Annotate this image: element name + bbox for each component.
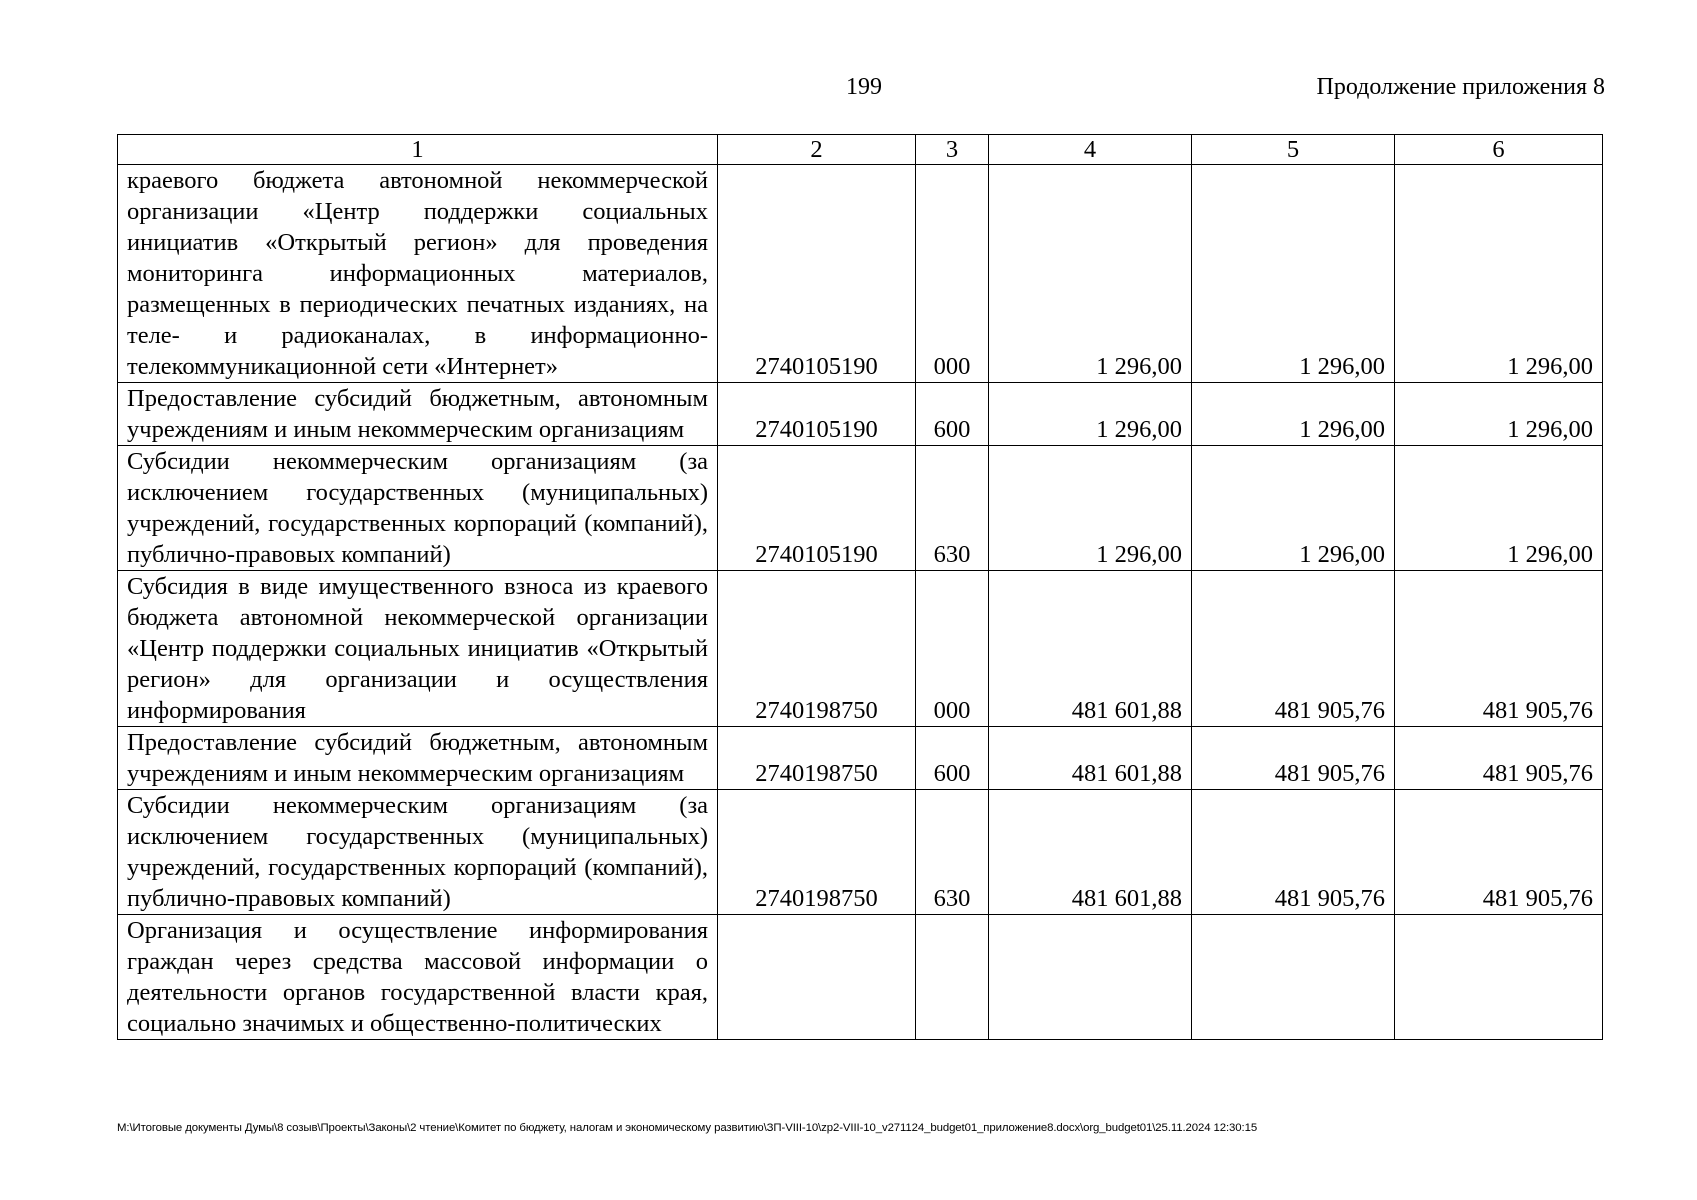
row-description: Субсидия в виде имущественного взноса из краевого бюджета автономной некоммерческой организации «Центр поддержки социальных инициатив «Открытый регион» для организации и осуществления информирования [118,571,718,727]
amount-col6: 1 296,00 [1395,165,1603,383]
amount-col6 [1395,915,1603,1040]
column-header: 6 [1395,135,1603,165]
target-article-code: 2740198750 [718,727,916,790]
row-description: краевого бюджета автономной некоммерческой организации «Центр поддержки социальных инициатив «Открытый регион» для проведения мониторинга информационных материалов, размещенных в периодических печатных изданиях, на теле- и радиоканалах, в информационно-телекоммуникационной сети «Интернет» [118,165,718,383]
column-header: 2 [718,135,916,165]
amount-col4: 481 601,88 [989,790,1192,915]
row-description: Предоставление субсидий бюджетным, автономным учреждениям и иным некоммерческим организациям [118,727,718,790]
target-article-code: 2740198750 [718,790,916,915]
amount-col4: 1 296,00 [989,446,1192,571]
table-row [118,727,1603,790]
expense-type-code: 000 [916,571,989,727]
amount-col6: 481 905,76 [1395,571,1603,727]
table-header-row [118,135,1603,165]
target-article-code: 2740198750 [718,571,916,727]
column-header: 3 [916,135,989,165]
target-article-code [718,915,916,1040]
amount-col4 [989,915,1192,1040]
row-description: Субсидии некоммерческим организациям (за исключением государственных (муниципальных) учреждений, государственных корпораций (компаний), публично-правовых компаний) [118,790,718,915]
amount-col6: 481 905,76 [1395,727,1603,790]
amount-col5: 481 905,76 [1192,571,1395,727]
table-row [118,790,1603,915]
amount-col5: 1 296,00 [1192,165,1395,383]
amount-col5: 481 905,76 [1192,790,1395,915]
appendix-continuation-note: Продолжение приложения 8 [1316,74,1605,100]
column-header: 1 [118,135,718,165]
expense-type-code [916,915,989,1040]
amount-col5: 1 296,00 [1192,383,1395,446]
table-row [118,915,1603,1040]
table-row [118,571,1603,727]
amount-col5: 481 905,76 [1192,727,1395,790]
amount-col4: 481 601,88 [989,727,1192,790]
amount-col6: 1 296,00 [1395,383,1603,446]
amount-col4: 1 296,00 [989,383,1192,446]
table-row [118,383,1603,446]
target-article-code: 2740105190 [718,165,916,383]
row-description: Предоставление субсидий бюджетным, автономным учреждениям и иным некоммерческим организациям [118,383,718,446]
table-row [118,446,1603,571]
table-row [118,165,1603,383]
amount-col5: 1 296,00 [1192,446,1395,571]
budget-table [117,134,1603,1040]
amount-col4: 1 296,00 [989,165,1192,383]
amount-col4: 481 601,88 [989,571,1192,727]
expense-type-code: 600 [916,727,989,790]
amount-col6: 1 296,00 [1395,446,1603,571]
target-article-code: 2740105190 [718,383,916,446]
target-article-code: 2740105190 [718,446,916,571]
row-description: Субсидии некоммерческим организациям (за исключением государственных (муниципальных) учреждений, государственных корпораций (компаний), публично-правовых компаний) [118,446,718,571]
footer-file-path: M:\Итоговые документы Думы\8 созыв\Проекты\Законы\2 чтение\Комитет по бюджету, налогам и экономическому развитию\ЗП-VIII-10\zp2-VIII-10_v271124_budget01_приложение8.docx\org_budget01\25.11.2024 12:30:15 [117,1122,1258,1134]
page-number: 199 [846,74,882,100]
row-description: Организация и осуществление информирования граждан через средства массовой информации о деятельности органов государственной власти края, социально значимых и общественно-политических [118,915,718,1040]
column-header: 5 [1192,135,1395,165]
expense-type-code: 630 [916,790,989,915]
expense-type-code: 000 [916,165,989,383]
amount-col5 [1192,915,1395,1040]
expense-type-code: 630 [916,446,989,571]
column-header: 4 [989,135,1192,165]
amount-col6: 481 905,76 [1395,790,1603,915]
expense-type-code: 600 [916,383,989,446]
